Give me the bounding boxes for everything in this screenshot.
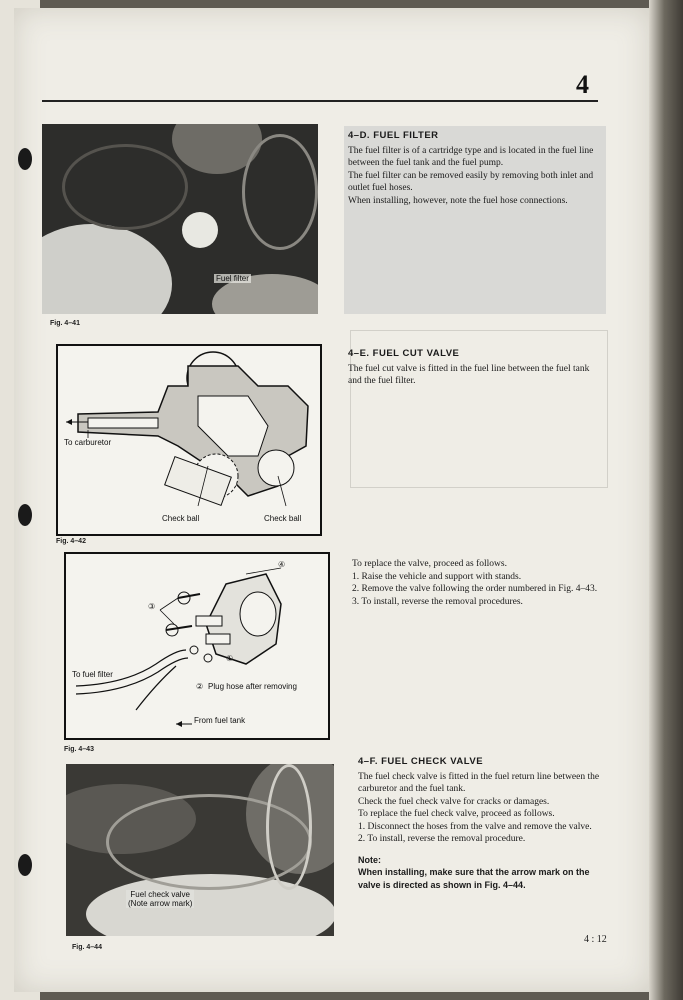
paragraph: The fuel cut valve is fitted in the fuel line between the fuel tank and the fuel filter.: [348, 363, 590, 386]
callout-2: ②: [196, 682, 204, 691]
callout-3: ③: [148, 602, 156, 611]
binder-hole: [18, 504, 32, 526]
fuel-filter-callout: Fuel filter: [216, 274, 249, 283]
fuel-check-valve-section: [358, 756, 614, 891]
replace-valve-section: [352, 558, 610, 608]
paragraph: When installing, however, note the fuel hose connections.: [348, 195, 568, 206]
callout-to-carburetor: To carburetor: [64, 438, 112, 447]
paragraph: The fuel check valve is fitted in the fuel return line between the carburetor and the fuel tank.: [358, 771, 600, 794]
step: 2. Remove the valve following the order numbered in Fig. 4–43.: [352, 584, 598, 594]
callout-1: ①: [226, 654, 234, 663]
fuel-filter-photo: [42, 124, 318, 314]
step: 2. To install, reverse the removal procedure.: [358, 834, 526, 844]
figure-label: Fig. 4–41: [50, 320, 80, 327]
callout-check-ball: Check ball: [162, 514, 200, 523]
fuel-cut-valve-section: [348, 348, 604, 388]
page-number: 4 : 12: [584, 934, 607, 945]
chapter-number: 4: [576, 70, 589, 99]
fuel-check-valve-callout: [126, 890, 194, 908]
header-rule: [42, 100, 598, 102]
callout-4: ④: [278, 560, 286, 569]
fuel-filter-section: [348, 130, 602, 207]
figure-label: Fig. 4–44: [72, 944, 102, 951]
callout-line: Fuel check valve: [130, 890, 191, 899]
figure-label: Fig. 4–43: [64, 746, 94, 753]
paragraph: Check the fuel check valve for cracks or damages.: [358, 796, 550, 807]
paragraph: The fuel filter can be removed easily by removing both inlet and outlet fuel hoses.: [348, 170, 594, 193]
paragraph: The fuel filter is of a cartridge type and is located in the fuel line between the fuel tank and the fuel pump.: [348, 145, 594, 168]
paragraph: To replace the fuel check valve, proceed as follows.: [358, 809, 555, 819]
callout-check-ball: Check ball: [264, 514, 302, 523]
note-text: When installing, make sure that the arrow mark on the valve is directed as shown in Fig. 4–44.: [358, 867, 590, 890]
binder-hole: [18, 854, 32, 876]
valve-removal-diagram: [64, 552, 330, 740]
step: 3. To install, reverse the removal procedures.: [352, 596, 523, 607]
callout-line: (Note arrow mark): [128, 899, 193, 908]
paragraph: To replace the valve, proceed as follows.: [352, 559, 507, 569]
figure-label: Fig. 4–42: [56, 538, 86, 545]
fuel-cut-valve-diagram: [56, 344, 322, 536]
book-edge: [649, 0, 683, 1000]
section-heading: 4–E. FUEL CUT VALVE: [348, 348, 460, 359]
manual-page: [14, 8, 650, 992]
binder-hole: [18, 148, 32, 170]
fuel-check-valve-photo: [66, 764, 334, 936]
section-heading: 4–F. FUEL CHECK VALVE: [358, 756, 484, 767]
callout-plug-hose: Plug hose after removing: [208, 682, 297, 691]
section-heading: 4–D. FUEL FILTER: [348, 130, 439, 141]
step: 1. Disconnect the hoses from the valve and remove the valve.: [358, 821, 592, 832]
callout-from-fuel-tank: From fuel tank: [194, 716, 246, 725]
note-title: Note:: [358, 854, 381, 865]
step: 1. Raise the vehicle and support with stands.: [352, 571, 522, 582]
callout-to-fuel-filter: To fuel filter: [72, 670, 113, 679]
